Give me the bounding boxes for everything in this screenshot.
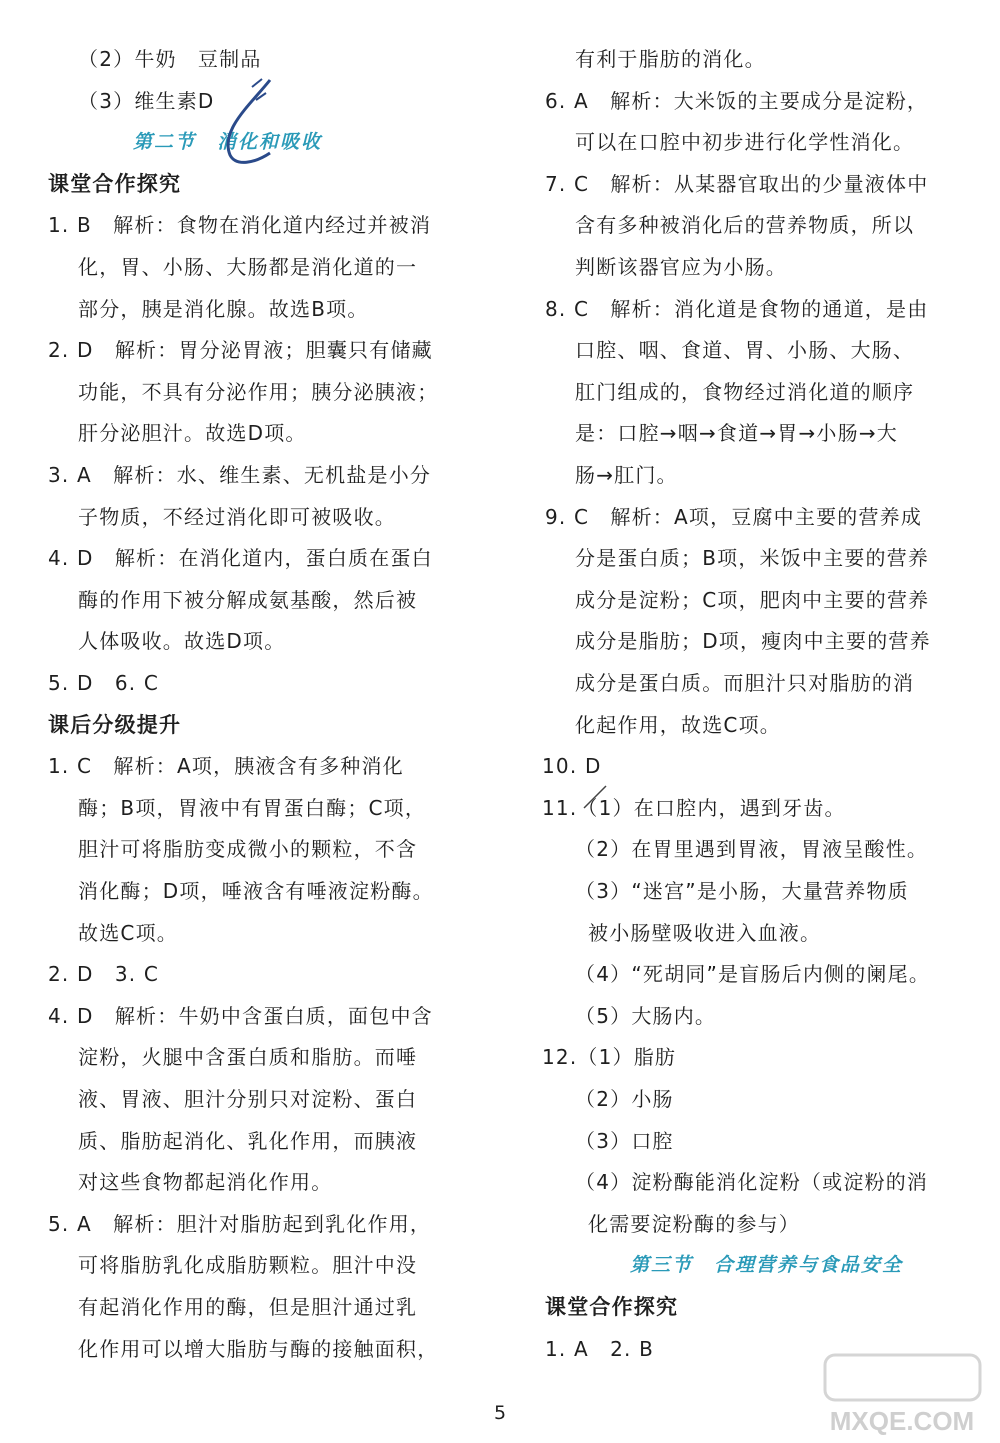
answer-line: 分是蛋白质；B项，米饭中主要的营养: [575, 546, 930, 571]
answer-line: 化作用可以增大脂肪与酶的接触面积，: [78, 1336, 439, 1361]
answer-line: 液、胃液、胆汁分别只对淀粉、蛋白: [78, 1087, 418, 1111]
answer-line: 酶；B项，胃液中有胃蛋白酶；C项，: [78, 795, 427, 820]
answer-line: 11.（1）在口腔内，遇到牙齿。: [542, 795, 846, 820]
answer-line: （2）牛奶 豆制品: [78, 47, 262, 71]
answer-line: 化起作用，故选C项。: [575, 712, 781, 737]
answer-line: （3）维生素D: [78, 88, 215, 113]
answer-line: （4）淀粉酶能消化淀粉（或淀粉的消: [575, 1170, 929, 1195]
answer-line: 1. A 2. B: [545, 1336, 655, 1361]
answer-line: 化需要淀粉酶的参与）: [588, 1211, 800, 1236]
answer-line: 功能，不具有分泌作用；胰分泌胰液；: [78, 379, 439, 404]
answer-line: 口腔、咽、食道、胃、小肠、大肠、: [575, 338, 915, 363]
answer-line: 化，胃、小肠、大肠都是消化道的一: [78, 255, 418, 279]
answer-line: 7. C 解析：从某器官取出的少量液体中: [545, 171, 929, 196]
answer-line: 肝分泌胆汁。故选D项。: [78, 421, 307, 446]
answer-line: 成分是淀粉；C项，肥肉中主要的营养: [575, 587, 930, 612]
answer-line: 对这些食物都起消化作用。: [78, 1170, 333, 1195]
answer-line: 肠→肛门。: [575, 463, 678, 487]
answer-line: 消化酶；D项，唾液含有唾液淀粉酶。: [78, 879, 434, 903]
answer-line: 酶的作用下被分解成氨基酸，然后被: [78, 587, 418, 612]
answer-line: 9. C 解析：A项，豆腐中主要的营养成: [545, 504, 923, 529]
answer-line: 1. C 解析：A项，胰液含有多种消化: [48, 754, 404, 779]
answer-line: 有起消化作用的酶，但是胆汁通过乳: [78, 1295, 418, 1319]
answer-line: 2. D 3. C: [48, 962, 160, 987]
chapter-title: 第三节 合理营养与食品安全: [630, 1254, 904, 1277]
chapter-title: 第二节 消化和吸收: [133, 131, 323, 154]
answer-line: 胆汁可将脂肪变成微小的颗粒，不含: [78, 837, 418, 862]
answer-line: 判断该器官应为小肠。: [575, 255, 787, 279]
answer-line: 12.（1）脂肪: [542, 1045, 677, 1070]
answer-line: 故选C项。: [78, 920, 178, 945]
answer-line: （3）口腔: [575, 1128, 674, 1153]
section-heading: 课堂合作探究: [545, 1295, 679, 1319]
watermark-logo: [815, 1350, 990, 1438]
answer-line: 可以在口腔中初步进行化学性消化。: [575, 130, 915, 155]
answer-line: 是：口腔→咽→食道→胃→小肠→大: [575, 421, 898, 446]
answer-line: 人体吸收。故选D项。: [78, 629, 286, 654]
answer-line: 含有多种被消化后的营养物质，所以: [575, 213, 915, 238]
answer-line: （5）大肠内。: [575, 1003, 717, 1028]
answer-line: 淀粉，火腿中含蛋白质和脂肪。而唾: [78, 1045, 418, 1070]
answer-line: （4）“死胡同”是盲肠后内侧的阑尾。: [575, 962, 931, 987]
answer-line: 质、脂肪起消化、乳化作用，而胰液: [78, 1128, 418, 1153]
section-heading: 课后分级提升: [48, 712, 182, 737]
answer-line: 4. D 解析：牛奶中含蛋白质，面包中含: [48, 1003, 433, 1028]
answer-line: 1. B 解析：食物在消化道内经过并被消: [48, 213, 432, 238]
answer-line: 子物质，不经过消化即可被吸收。: [78, 504, 396, 529]
answer-line: 肛门组成的，食物经过消化道的顺序: [575, 379, 915, 404]
answer-line: 成分是蛋白质。而胆汁只对脂肪的消: [575, 671, 915, 695]
answer-line: 被小肠壁吸收进入血液。: [588, 920, 822, 945]
answer-line: 成分是脂肪；D项，瘦肉中主要的营养: [575, 629, 931, 654]
answer-line: 有利于脂肪的消化。: [575, 47, 766, 71]
answer-line: 8. C 解析：消化道是食物的通道，是由: [545, 296, 929, 321]
answer-line: （2）小肠: [575, 1087, 674, 1111]
answer-line: 3. A 解析：水、维生素、无机盐是小分: [48, 463, 432, 487]
page-number: 5: [493, 1402, 507, 1424]
answer-line: 2. D 解析：胃分泌胃液；胆囊只有储藏: [48, 338, 433, 363]
svg-text:MXQE.COM: MXQE.COM: [829, 1406, 975, 1436]
answer-line: 10. D: [542, 754, 602, 779]
handwritten-check-mark: [200, 75, 290, 170]
answer-line: 5. D 6. C: [48, 671, 160, 695]
answer-line: 6. A 解析：大米饭的主要成分是淀粉，: [545, 88, 929, 113]
section-heading: 课堂合作探究: [48, 171, 182, 196]
answer-line: 5. A 解析：胆汁对脂肪起到乳化作用，: [48, 1211, 432, 1236]
answer-line: 可将脂肪乳化成脂肪颗粒。胆汁中没: [78, 1253, 418, 1278]
handwritten-tick-icon: [580, 782, 610, 812]
answer-line: （2）在胃里遇到胃液，胃液呈酸性。: [575, 837, 929, 862]
answer-line: 4. D 解析：在消化道内，蛋白质在蛋白: [48, 546, 433, 571]
answer-line: （3）“迷宫”是小肠，大量营养物质: [575, 879, 909, 903]
answer-line: 部分，胰是消化腺。故选B项。: [78, 296, 369, 321]
